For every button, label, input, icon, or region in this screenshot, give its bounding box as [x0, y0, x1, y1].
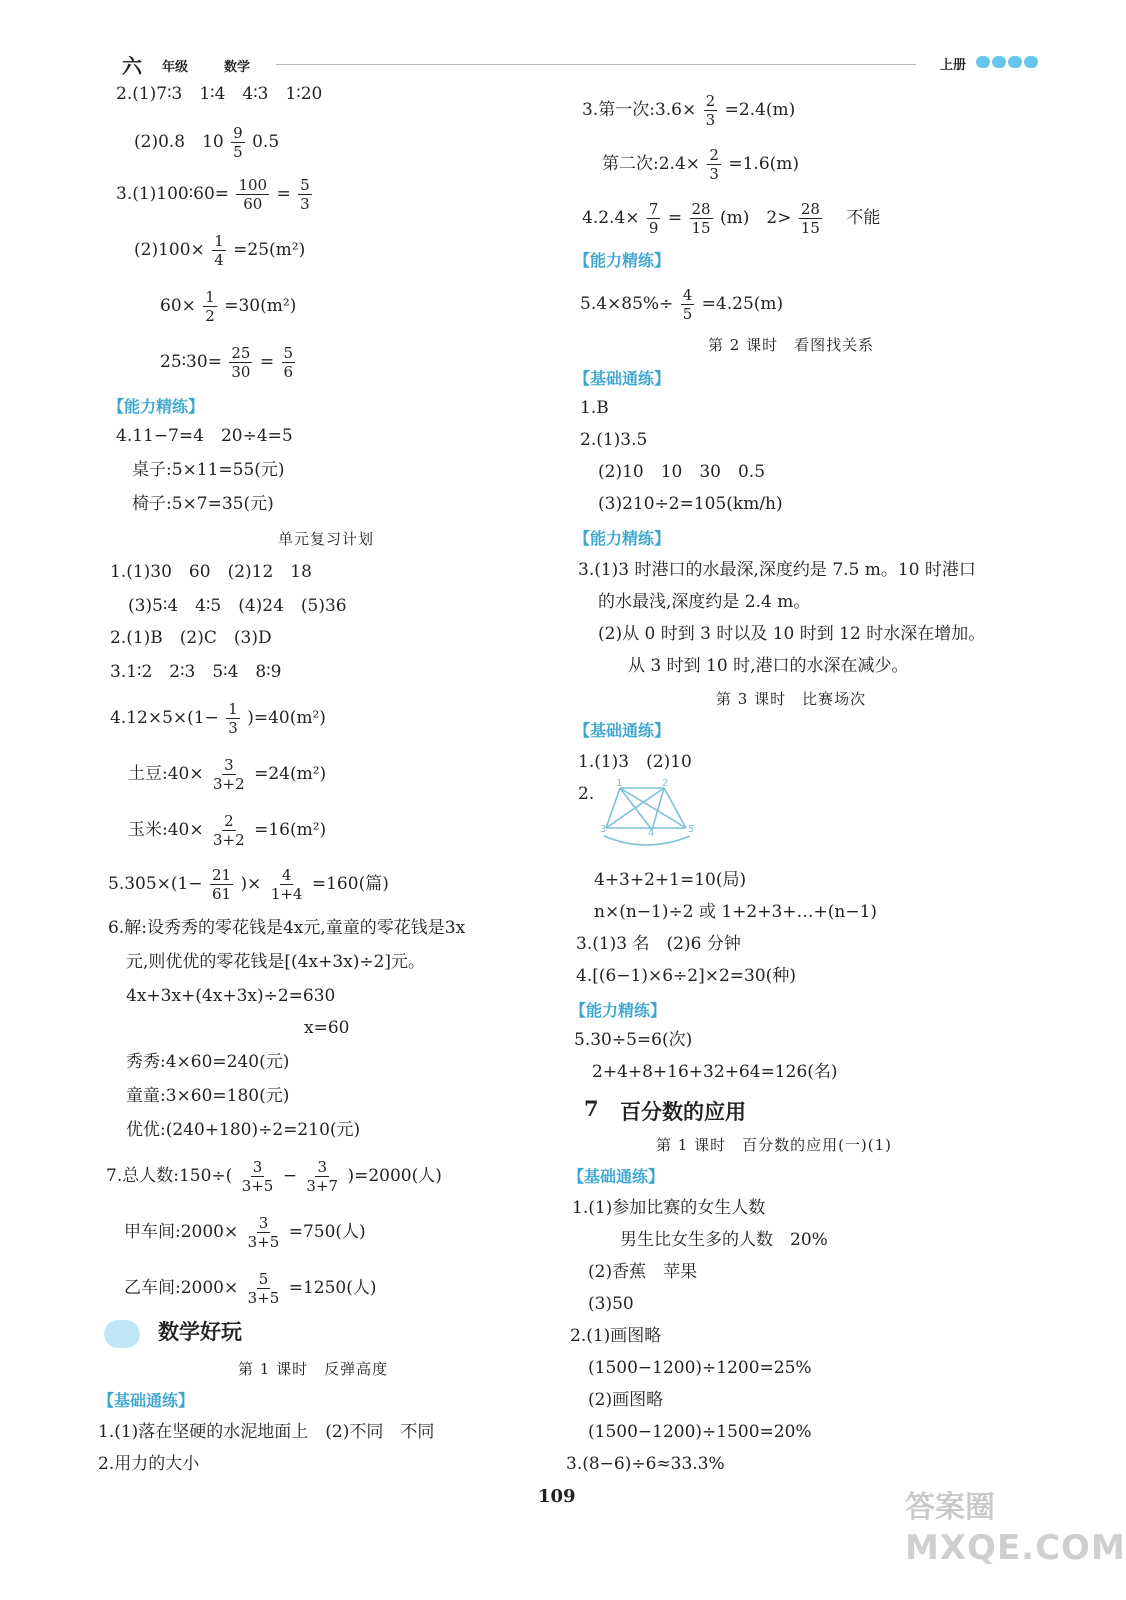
answer-line: 4.12×5×(1− $\frac{1}{3}$ )=40(m²): [110, 700, 326, 737]
answer-line: 5.4×85%÷ $\frac{4}{5}$ =4.25(m): [580, 286, 784, 323]
fraction: $\frac{1}{3}$: [228, 700, 238, 737]
answer-line: 1.(1)参加比赛的女生人数: [572, 1198, 766, 1218]
answer-line: x=60: [304, 1018, 350, 1038]
fraction: $\frac{3}{3+5}$: [241, 1158, 274, 1195]
answer-line: 2.(1)B (2)C (3)D: [110, 628, 272, 648]
fraction: $\frac{7}{9}$: [648, 200, 659, 237]
answer-line: 2+4+8+16+32+64=126(名): [592, 1062, 838, 1082]
answer-line: 1.(1)30 60 (2)12 18: [110, 562, 312, 582]
fraction: $\frac{21}{61}$: [212, 866, 232, 903]
fraction: $\frac{1}{2}$: [205, 288, 215, 325]
answer-line: 从 3 时到 10 时,港口的水深在减少。: [628, 656, 909, 676]
fraction: $\frac{25}{30}$: [231, 344, 251, 381]
answer-line: (2)100× $\frac{1}{4}$ =25(m²): [134, 232, 306, 269]
fun-section-badge: [104, 1320, 140, 1348]
answer-line: 2.(1)7∶3 1∶4 4∶3 1∶20: [116, 84, 323, 104]
volume-label: 上册: [940, 58, 967, 73]
watermark-url: MXQE.COM: [905, 1528, 1126, 1568]
unit-title: 单元复习计划: [278, 530, 375, 548]
answer-line: 3.第一次:3.6× $\frac{2}{3}$ =2.4(m): [582, 92, 796, 129]
grade-number: 六: [122, 54, 142, 78]
svg-text:2: 2: [662, 778, 669, 789]
fraction: $\frac{28}{15}$: [691, 200, 711, 237]
header-badge: [976, 56, 1038, 68]
answer-line: 1.(1)3 (2)10: [578, 752, 692, 772]
fraction: $\frac{9}{5}$: [233, 124, 243, 161]
fraction: $\frac{2}{3+2}$: [213, 812, 245, 849]
answer-line: (3)50: [588, 1294, 634, 1314]
answer-line: 2.: [578, 784, 595, 804]
fraction: $\frac{4}{1+4}$: [270, 866, 303, 903]
fraction: $\frac{5}{6}$: [283, 344, 294, 381]
svg-text:1: 1: [616, 778, 623, 789]
answer-line: 乙车间:2000× $\frac{5}{3+5}$ =1250(人): [124, 1270, 377, 1307]
fraction: $\frac{3}{3+2}$: [213, 756, 245, 793]
answer-line: 4.11−7=4 20÷4=5: [116, 426, 293, 446]
chapter-number: 7: [584, 1096, 599, 1121]
section-label: 【能力精练】: [108, 397, 205, 416]
answer-line: 第二次:2.4× $\frac{2}{3}$ =1.6(m): [602, 146, 800, 183]
section-label: 【基础通练】: [568, 1167, 665, 1186]
answer-line: 5.305×(1− $\frac{21}{61}$ )× $\frac{4}{1+4}$ =160(篇): [108, 866, 389, 903]
lesson-title: 第 2 课时 看图找关系: [708, 336, 875, 354]
match-graph-diagram: [598, 780, 708, 852]
answer-line: (2)0.8 10 $\frac{9}{5}$ 0.5: [134, 124, 280, 161]
section-label: 【基础通练】: [574, 721, 671, 740]
answer-line: 6.解:设秀秀的零花钱是4x元,童童的零花钱是3x: [108, 918, 466, 938]
watermark-logo: 答案圈: [905, 1490, 995, 1525]
answer-line: 男生比女生多的人数 20%: [620, 1230, 828, 1250]
subject-label: 数学: [224, 60, 251, 75]
answer-line: 桌子:5×11=55(元): [132, 460, 285, 480]
fraction: $\frac{5}{3+5}$: [247, 1270, 280, 1307]
fraction: $\frac{2}{3}$: [705, 92, 716, 129]
grade-label: 年级: [162, 60, 189, 75]
answer-line: 甲车间:2000× $\frac{3}{3+5}$ =750(人): [124, 1214, 366, 1251]
fraction: $\frac{1}{4}$: [214, 232, 224, 269]
section-label: 【能力精练】: [570, 1001, 667, 1020]
answer-line: 3.(8−6)÷6≈33.3%: [566, 1454, 725, 1474]
svg-text:4: 4: [648, 828, 655, 839]
answer-line: 4+3+2+1=10(局): [594, 870, 747, 890]
answer-line: 2.(1)画图略: [570, 1326, 662, 1346]
chapter-title: 百分数的应用: [620, 1099, 746, 1124]
header-rule: [276, 64, 916, 65]
fraction: $\frac{4}{5}$: [682, 286, 693, 323]
answer-line: 2.(1)3.5: [580, 430, 648, 450]
answer-line: 4.[(6−1)×6÷2]×2=30(种): [576, 966, 796, 986]
section-label: 【能力精练】: [574, 529, 671, 548]
fraction: $\frac{3}{3+5}$: [247, 1214, 280, 1251]
lesson-title: 第 1 课时 百分数的应用(一)(1): [656, 1136, 893, 1154]
section-label: 【能力精练】: [574, 251, 671, 270]
answer-line: (3)5∶4 4∶5 (4)24 (5)36: [128, 596, 347, 616]
answer-line: 1.(1)落在坚硬的水泥地面上 (2)不同 不同: [98, 1422, 435, 1442]
answer-line: (2)10 10 30 0.5: [598, 462, 766, 482]
fraction: $\frac{5}{3}$: [300, 176, 310, 213]
svg-text:3: 3: [600, 824, 607, 835]
answer-line: 2.用力的大小: [98, 1454, 200, 1474]
answer-line: 3.(1)3 名 (2)6 分钟: [576, 934, 741, 954]
answer-line: n×(n−1)÷2 或 1+2+3+…+(n−1): [594, 902, 878, 922]
fraction: $\frac{28}{15}$: [800, 200, 820, 237]
fun-section-title: 数学好玩: [158, 1319, 242, 1344]
answer-line: (2)画图略: [588, 1390, 664, 1410]
answer-line: 3.(1)3 时港口的水最深,深度约是 7.5 m。10 时港口: [578, 560, 976, 580]
answer-line: 优优:(240+180)÷2=210(元): [126, 1120, 361, 1140]
page-number: 109: [538, 1486, 576, 1507]
answer-line: 椅子:5×7=35(元): [132, 494, 274, 514]
answer-line: 7.总人数:150÷( $\frac{3}{3+5}$ − $\frac{3}{3+7}$ )=2000(人): [106, 1158, 442, 1195]
answer-line: (2)从 0 时到 3 时以及 10 时到 12 时水深在增加。: [598, 624, 986, 644]
answer-line: 玉米:40× $\frac{2}{3+2}$ =16(m²): [128, 812, 327, 849]
fraction: $\frac{2}{3}$: [709, 146, 719, 183]
answer-line: 童童:3×60=180(元): [126, 1086, 290, 1106]
fraction: $\frac{100}{60}$: [238, 176, 268, 213]
answer-line: (2)香蕉 苹果: [588, 1262, 698, 1282]
answer-line: (3)210÷2=105(km/h): [598, 494, 783, 514]
answer-line: 25∶30= $\frac{25}{30}$ = $\frac{5}{6}$: [160, 344, 294, 381]
answer-line: 4x+3x+(4x+3x)÷2=630: [126, 986, 336, 1006]
page-header: [118, 48, 1038, 78]
fraction: $\frac{3}{3+7}$: [306, 1158, 339, 1195]
answer-line: 元,则优优的零花钱是[(4x+3x)÷2]元。: [126, 952, 426, 972]
answer-line: 4.2.4× $\frac{7}{9}$ = $\frac{28}{15}$ (m) 2> $\frac{28}{15}$ 不能: [582, 200, 881, 237]
answer-line: 5.30÷5=6(次): [574, 1030, 693, 1050]
answer-line: (1500−1200)÷1200=25%: [588, 1358, 812, 1378]
answer-line: 秀秀:4×60=240(元): [126, 1052, 290, 1072]
answer-line: 3.(1)100∶60= $\frac{100}{60}$ = $\frac{5}{3}$: [116, 176, 310, 213]
lesson-title: 第 1 课时 反弹高度: [238, 1360, 389, 1378]
svg-text:5: 5: [688, 824, 695, 835]
answer-line: 土豆:40× $\frac{3}{3+2}$ =24(m²): [128, 756, 327, 793]
lesson-title: 第 3 课时 比赛场次: [716, 690, 867, 708]
answer-line: 1.B: [580, 398, 609, 418]
answer-line: 的水最浅,深度约是 2.4 m。: [598, 592, 811, 612]
section-label: 【基础通练】: [98, 1391, 195, 1410]
answer-line: (1500−1200)÷1500=20%: [588, 1422, 812, 1442]
answer-line: 60× $\frac{1}{2}$ =30(m²): [160, 288, 297, 325]
section-label: 【基础通练】: [574, 369, 671, 388]
answer-line: 3.1∶2 2∶3 5∶4 8∶9: [110, 662, 282, 682]
